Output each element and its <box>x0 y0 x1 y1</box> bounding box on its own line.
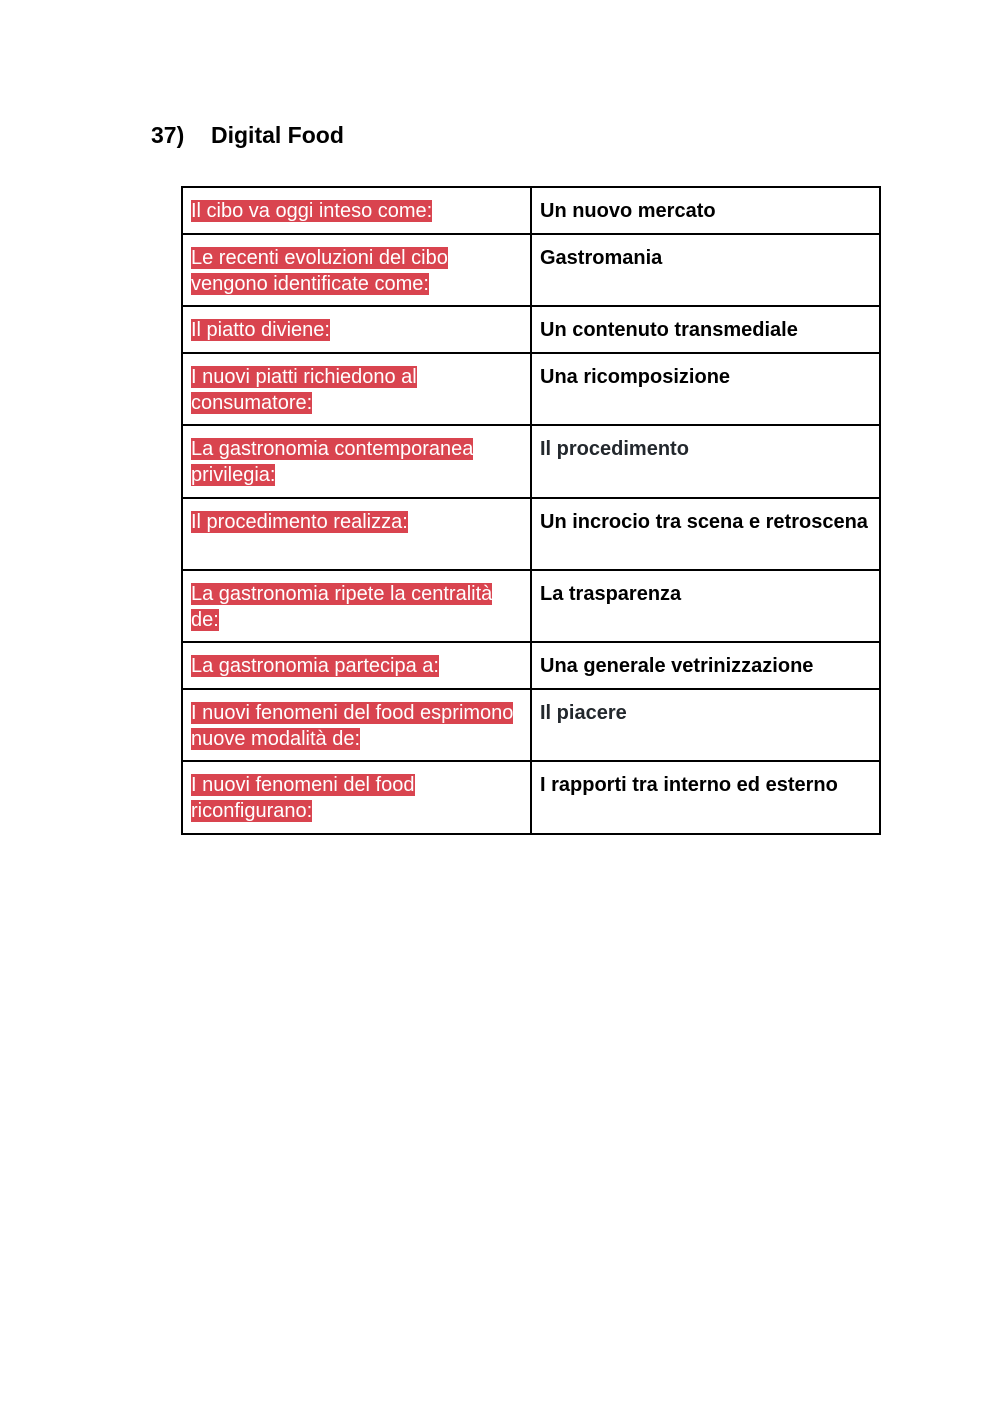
answer-cell: Un contenuto transmediale <box>531 306 880 353</box>
answer-cell: Un incrocio tra scena e retroscena <box>531 498 880 570</box>
question-cell <box>182 689 531 761</box>
question-text: La gastronomia ripete la centralità de: <box>191 583 493 631</box>
answer-cell: Una ricomposizione <box>531 353 880 425</box>
table-row <box>182 642 880 689</box>
answer-cell: La trasparenza <box>531 570 880 642</box>
question-cell <box>182 353 531 425</box>
question-answer-table <box>181 186 881 835</box>
answer-cell: Il procedimento <box>531 425 880 498</box>
table-row <box>182 570 880 642</box>
question-text: Il procedimento realizza: <box>191 511 408 533</box>
question-text: La gastronomia partecipa a: <box>191 655 439 677</box>
table-row <box>182 425 880 498</box>
answer-cell: Il piacere <box>531 689 880 761</box>
table-row <box>182 234 880 306</box>
section-title: Digital Food <box>211 122 344 148</box>
question-cell <box>182 498 531 570</box>
question-text: I nuovi fenomeni del food esprimono nuove modalità de: <box>191 702 514 750</box>
question-cell <box>182 306 531 353</box>
section-heading <box>151 120 344 150</box>
question-text: I nuovi piatti richiedono al consumatore: <box>191 366 417 414</box>
question-text: I nuovi fenomeni del food riconfigurano: <box>191 774 415 822</box>
question-text: Il cibo va oggi inteso come: <box>191 200 433 222</box>
question-cell <box>182 761 531 834</box>
answer-cell: Un nuovo mercato <box>531 187 880 234</box>
question-text: La gastronomia contemporanea privilegia: <box>191 438 474 486</box>
table-row <box>182 353 880 425</box>
question-cell <box>182 425 531 498</box>
answer-cell: Gastromania <box>531 234 880 306</box>
answer-cell: I rapporti tra interno ed esterno <box>531 761 880 834</box>
table-row <box>182 306 880 353</box>
question-text: Le recenti evoluzioni del cibo vengono identificate come: <box>191 247 448 295</box>
answer-cell: Una generale vetrinizzazione <box>531 642 880 689</box>
section-number: 37) <box>151 122 185 148</box>
table-row <box>182 187 880 234</box>
table-row <box>182 761 880 834</box>
question-cell <box>182 570 531 642</box>
question-text: Il piatto diviene: <box>191 319 330 341</box>
table-row <box>182 498 880 570</box>
question-cell <box>182 642 531 689</box>
table-row <box>182 689 880 761</box>
question-cell <box>182 234 531 306</box>
question-cell <box>182 187 531 234</box>
